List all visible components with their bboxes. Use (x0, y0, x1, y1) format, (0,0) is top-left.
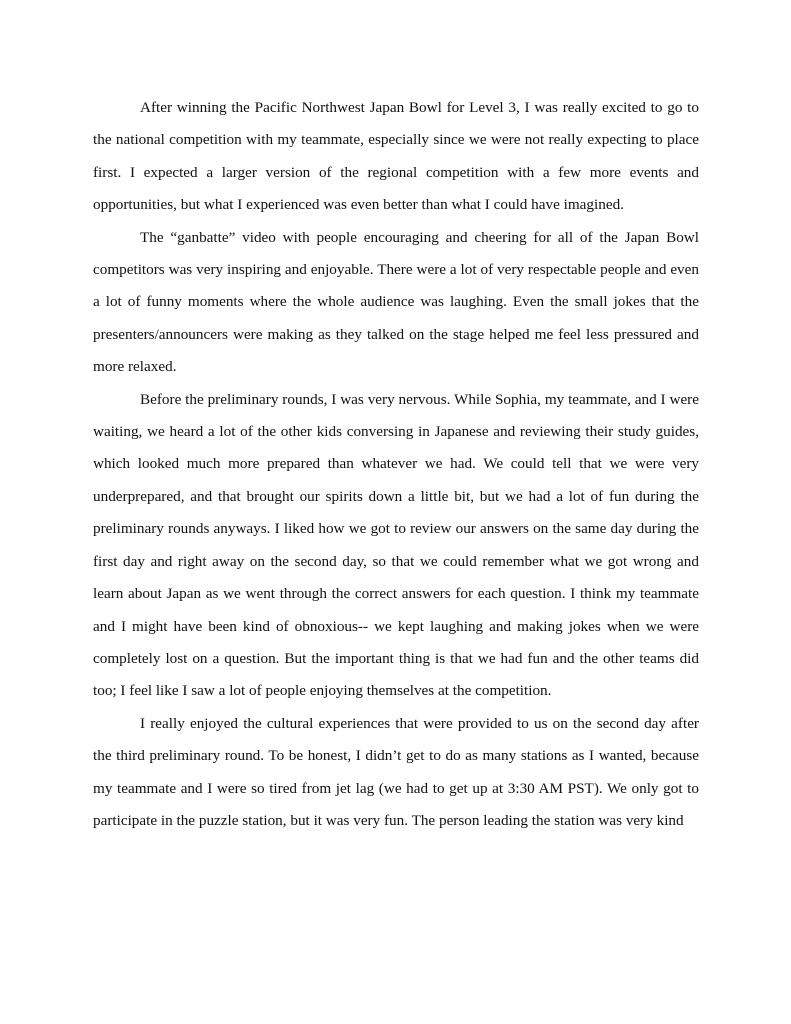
paragraph-1: After winning the Pacific Northwest Japan Bowl for Level 3, I was really excited to go to the national competition with my teammate, especially since we were not really expecting to place first. I expected a larger version of the regional competition with a few more events and opportunities, but what I experienced was even better than what I could have imagined. (93, 99, 699, 214)
paragraph-3: Before the preliminary rounds, I was very nervous. While Sophia, my teammate, and I were waiting, we heard a lot of the other kids conversing in Japanese and reviewing their study guides, which looked much more prepared than whatever we had. We could tell that we were very underprepared, and that brought our spirits down a little bit, but we had a lot of fun during the preliminary rounds anyways. I liked how we got to review our answers on the same day during the first day and right away on the second day, so that we could remember what we got wrong and learn about Japan as we went through the correct answers for each question. I think my teammate and I might have been kind of obnoxious-- we kept laughing and making jokes when we were completely lost on a question. But the important thing is that we had fun and the other teams did too; I feel like I saw a lot of people enjoying themselves at the competition. (93, 390, 699, 700)
essay-body (93, 92, 699, 837)
paragraph-2: The “ganbatte” video with people encouraging and cheering for all of the Japan Bowl competitors was very inspiring and enjoyable. There were a lot of very respectable people and even a lot of funny moments where the whole audience was laughing. Even the small jokes that the presenters/announcers were making as they talked on the stage helped me feel less pressured and more relaxed. (93, 228, 699, 376)
paragraph-4: I really enjoyed the cultural experiences that were provided to us on the second day after the third preliminary round. To be honest, I didn’t get to do as many stations as I wanted, because my teammate and I were so tired from jet lag (we had to get up at 3:30 AM PST). We only got to participate in the puzzle station, but it was very fun. The person leading the station was very kind (93, 714, 699, 829)
